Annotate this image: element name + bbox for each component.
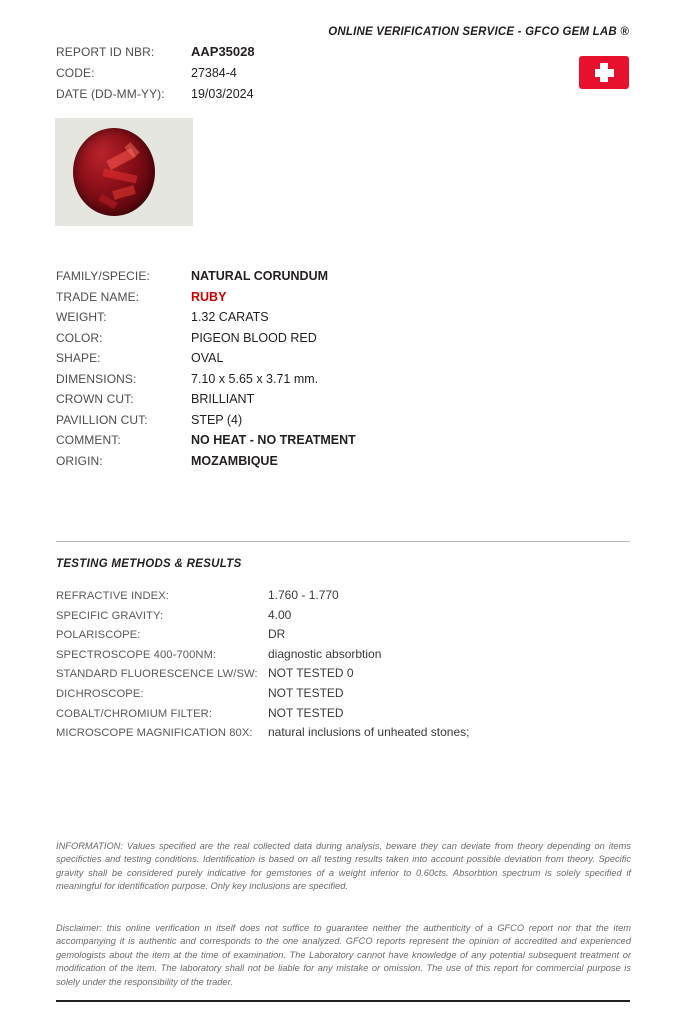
table-row: [56, 686, 616, 706]
origin-value: MOZAMBIQUE: [191, 453, 278, 468]
gem-photo-ruby: [55, 118, 193, 226]
report-info-row: [56, 44, 386, 59]
trade-name-value: RUBY: [191, 289, 227, 304]
report-info-row: [56, 87, 386, 101]
report-info-block: [56, 44, 386, 108]
crown-cut-label: CROWN CUT:: [56, 392, 134, 406]
dimensions-value: 7.10 x 5.65 x 3.71 mm.: [191, 371, 319, 386]
dichroscope-label: DICHROSCOPE:: [56, 687, 144, 700]
report-id-value: AAP35028: [191, 44, 255, 59]
section-divider: [56, 541, 630, 542]
footer-rule: [56, 1000, 630, 1002]
testing-results-table: [56, 588, 616, 745]
date-label: DATE (DD-MM-YY):: [56, 87, 165, 101]
shape-value: OVAL: [191, 351, 224, 365]
code-label: CODE:: [56, 66, 95, 80]
spectroscope-label: SPECTROSCOPE 400-700NM:: [56, 648, 217, 661]
table-row: [56, 588, 616, 608]
identification-table: [56, 269, 536, 474]
table-row: [56, 706, 616, 726]
report-id-label: REPORT ID NBR:: [56, 45, 155, 59]
table-row: [56, 413, 536, 434]
crown-cut-value: BRILLIANT: [191, 392, 255, 406]
polariscope-value: DR: [268, 627, 286, 642]
fluorescence-label: STANDARD FLUORESCENCE LW/SW:: [56, 668, 258, 681]
pavillion-cut-value: STEP (4): [191, 412, 243, 427]
table-row: [56, 331, 536, 352]
dichroscope-value: NOT TESTED: [268, 685, 344, 700]
trade-name-label: TRADE NAME:: [56, 289, 140, 304]
date-value: 19/03/2024: [191, 87, 254, 101]
polariscope-label: POLARISCOPE:: [56, 629, 141, 642]
swiss-flag-icon: [579, 56, 629, 89]
fluorescence-value: NOT TESTED 0: [268, 666, 354, 681]
table-row: [56, 310, 536, 331]
shape-label: SHAPE:: [56, 351, 101, 365]
table-row: [56, 627, 616, 647]
code-value: 27384-4: [191, 66, 237, 80]
table-row: [56, 392, 536, 413]
pavillion-cut-label: PAVILLION CUT:: [56, 412, 148, 427]
information-note: INFORMATION: Values specified are the real collected data during analysis, beware they can deviate from theory depending on items specificties and testing conditions. Identification is based on all testing results taken into account possible deviation from theory. Specific gravity shall be considered purely indicative for gemstones of a weight inferior to 0.60cts. Absorbtion spectrum is solely specified if meaningful for identification purpose. Only key inclusions are specified.: [56, 841, 631, 892]
table-row: [56, 725, 616, 745]
disclaimer-note: Disclaimer: this online verification in itself does not suffice to guarantee neither the authenticity of a GFCO report nor that the item accompanying it is authentic and corresponds to the one analyzed. GFCO reports represent the opinion of accredited and experienced gemologists about the item at the time of examination. The Laboratory cannot have knowledge of any potential subsequent treatment or modification of the item. The laboratory shall not be liable for any mistake or omission. The use of this report for commercial purpose is solely under the responsibility of the trader.: [56, 923, 631, 987]
weight-value: 1.32 CARATS: [191, 310, 269, 324]
table-row: [56, 290, 536, 311]
table-row: [56, 647, 616, 667]
specific-gravity-label: SPECIFIC GRAVITY:: [56, 609, 164, 622]
specific-gravity-value: 4.00: [268, 607, 292, 622]
table-row: [56, 454, 536, 475]
gem-facet: [103, 169, 138, 184]
family-specie-label: FAMILY/SPECIE:: [56, 269, 150, 283]
table-row: [56, 666, 616, 686]
table-row: [56, 372, 536, 393]
origin-label: ORIGIN:: [56, 453, 103, 468]
report-info-row: [56, 66, 386, 80]
flag-cross-horizontal: [595, 69, 614, 77]
weight-label: WEIGHT:: [56, 310, 107, 324]
table-row: [56, 433, 536, 454]
table-row: [56, 269, 536, 290]
dimensions-label: DIMENSIONS:: [56, 371, 137, 386]
gemstone-image: [73, 128, 155, 216]
table-row: [56, 351, 536, 372]
color-label: COLOR:: [56, 330, 103, 345]
testing-section-title: TESTING METHODS & RESULTS: [56, 558, 242, 570]
gem-facet: [112, 185, 136, 200]
comment-value: NO HEAT - NO TREATMENT: [191, 433, 356, 447]
microscope-label: MICROSCOPE MAGNIFICATION 80X:: [56, 727, 253, 740]
page-header-title: ONLINE VERIFICATION SERVICE - GFCO GEM LAB ®: [328, 26, 629, 38]
filter-label: COBALT/CHROMIUM FILTER:: [56, 707, 213, 720]
filter-value: NOT TESTED: [268, 705, 344, 720]
family-specie-value: NATURAL CORUNDUM: [191, 269, 329, 283]
refractive-index-value: 1.760 - 1.770: [268, 588, 339, 602]
refractive-index-label: REFRACTIVE INDEX:: [56, 590, 169, 602]
comment-label: COMMENT:: [56, 433, 121, 447]
table-row: [56, 608, 616, 628]
spectroscope-value: diagnostic absorbtion: [268, 646, 382, 661]
color-value: PIGEON BLOOD RED: [191, 330, 317, 345]
microscope-value: natural inclusions of unheated stones;: [268, 725, 470, 740]
